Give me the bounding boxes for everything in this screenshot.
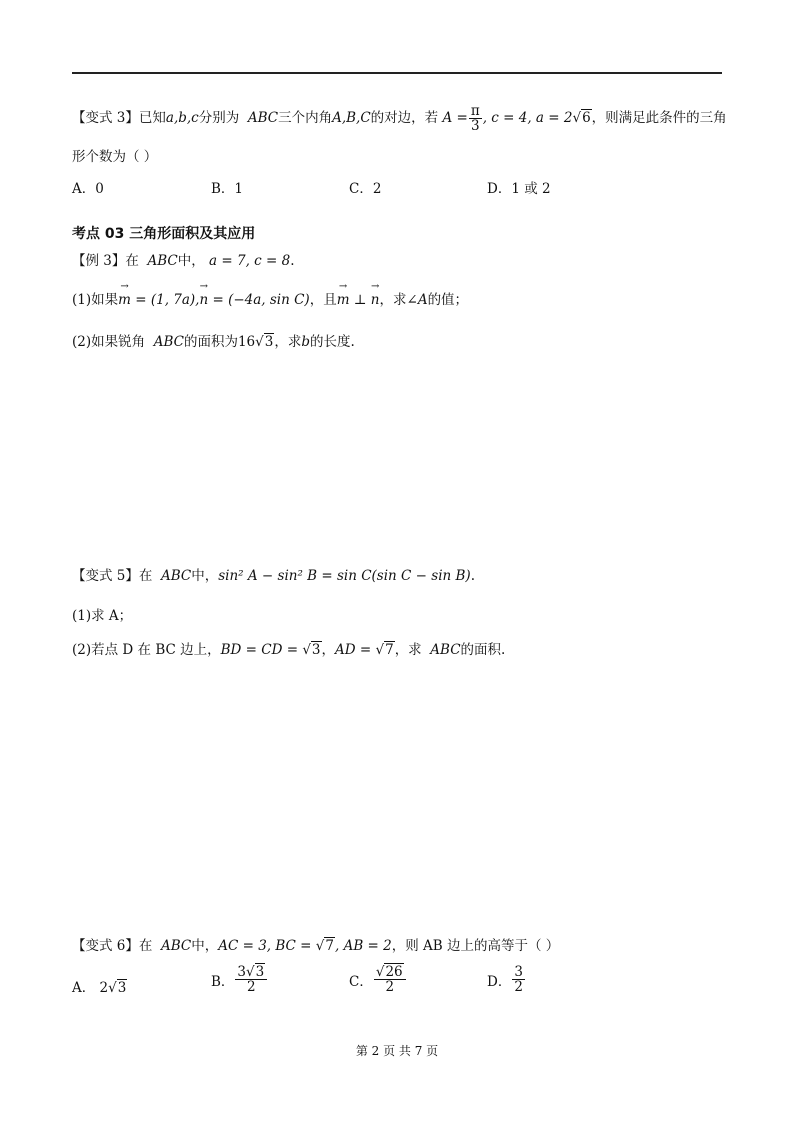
example-3-tag: 【例 3】 bbox=[72, 253, 126, 269]
variant-6-option-d: D． $\frac{3}{2}$ bbox=[487, 964, 523, 996]
section-heading: 考点 03 三角形面积及其应用 bbox=[72, 226, 256, 242]
variant-3-option-d: D．1 或 2 bbox=[487, 181, 551, 197]
variant-5-tag: 【变式 5】 bbox=[72, 568, 139, 584]
variant-6-option-a: A． 2√3 bbox=[72, 980, 127, 996]
example-3-line1: 【例 3】在 ABC中， a = 7, c = 8. bbox=[72, 253, 295, 269]
pi-over-3: $\frac{\pi}{3}$ bbox=[470, 103, 480, 135]
variant-6-option-c: C． $\frac{√26}{2}$ bbox=[349, 965, 407, 994]
variant-3-line2: 形个数为（ ） bbox=[72, 149, 158, 165]
variant-3-tag: 【变式 3】 bbox=[72, 110, 139, 127]
variant-5-line1: 【变式 5】在 ABC中，sin² A − sin² B = sin C(sin C − sin B). bbox=[72, 568, 475, 584]
variant-5-question-2: (2)若点 D 在 BC 边上，BD = CD = √3，AD = √7，求 ABC的面积. bbox=[72, 642, 506, 658]
variant-6-line1: 【变式 6】在 ABC中，AC = 3, BC = √7, AB = 2，则 AB 边上的高等于（ ） bbox=[72, 938, 560, 954]
variant-3-option-b: B．1 bbox=[211, 181, 244, 197]
variant-6-tag: 【变式 6】 bbox=[72, 938, 139, 954]
example-3-part1: (1)如果→ m = (1, 7a),→ n = (−4a, sin C)，且→ m ⊥ → n，求∠A的值； bbox=[72, 288, 468, 308]
header-rule bbox=[72, 72, 722, 74]
variant-5-question-1: (1)求 A； bbox=[72, 608, 133, 624]
example-3-part2: (2)如果锐角 ABC的面积为16√3，求b的长度. bbox=[72, 334, 355, 350]
variant-6-option-b: B． $\frac{3√3}{2}$ bbox=[211, 965, 268, 994]
variant-3-option-a: A．0 bbox=[72, 181, 104, 197]
page-footer: 第 2 页 共 7 页 bbox=[355, 1044, 439, 1058]
variant-3-line1: 【变式 3】已知a,b,c分别为 ABC三个内角A,B,C的对边，若 A = $\frac{\pi}{3}$ , c = 4, a = 2√6，则满足此条件的三角 bbox=[72, 103, 727, 135]
variant-3-option-c: C．2 bbox=[349, 181, 382, 197]
